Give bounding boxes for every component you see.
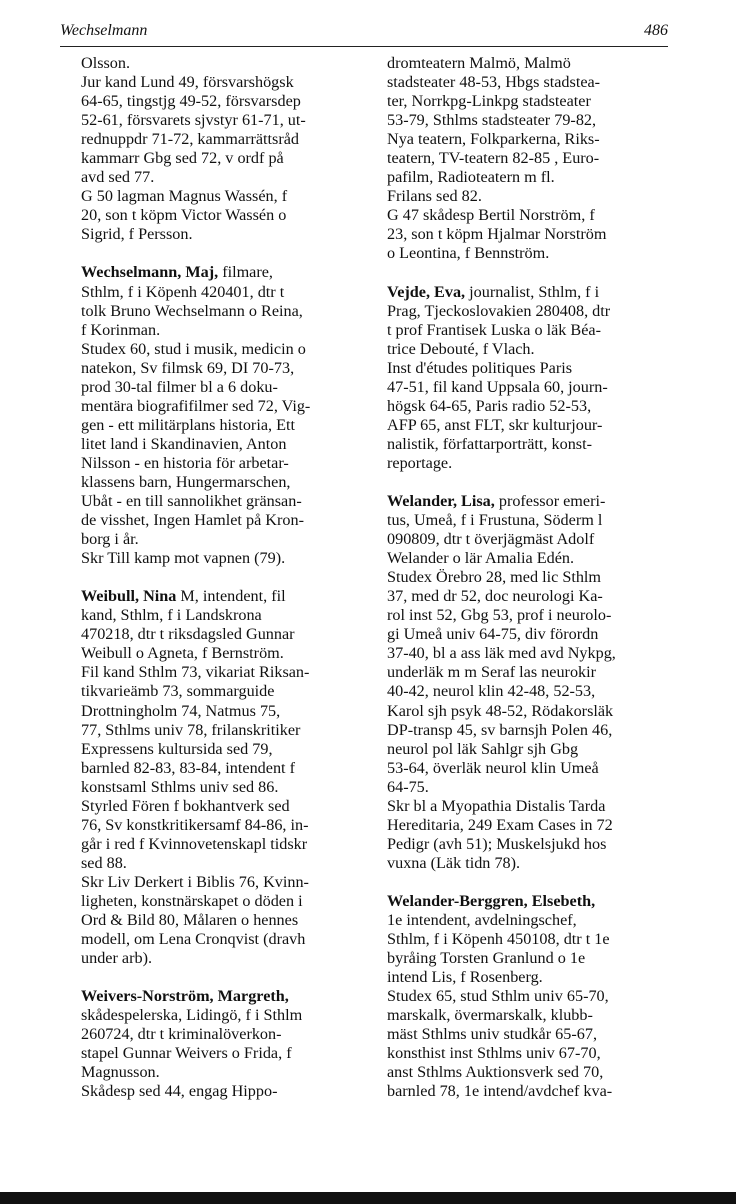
entry-text-line: trice Debouté, f Vlach.: [387, 339, 535, 358]
entry-text-line: 53-79, Sthlms stadsteater 79-82,: [387, 111, 597, 130]
entry-text-line: tus, Umeå, f i Frustuna, Söderm l: [387, 511, 603, 530]
entry-text-line: Styrled Fören f bokhantverk sed: [81, 796, 290, 815]
entry-heading-rest: professor emeri-: [494, 491, 606, 510]
entry-text-line: 64-65, tingstjg 49-52, försvarsdep: [81, 92, 301, 111]
entry-text-line: konstsaml Sthlms univ sed 86.: [81, 777, 279, 796]
entry-text-line: 47-51, fil kand Uppsala 60, journ-: [387, 377, 608, 396]
entry-text-line: högsk 64-65, Paris radio 52-53,: [387, 396, 592, 415]
entry-text-line: 52-61, försvarets sjvstyr 61-71, ut-: [81, 111, 306, 130]
entry-text-line: Skr bl a Myopathia Distalis Tarda: [387, 796, 606, 815]
entry-name: Weivers-Norström, Margreth,: [81, 987, 289, 1006]
entry-text-line: går i red f Kvinnovetenskapl tidskr: [81, 834, 308, 853]
entry-text-line: 37-40, bl a ass läk med avd Nykpg,: [387, 644, 616, 663]
entry-text-line: prod 30-tal filmer bl a 6 doku-: [81, 377, 278, 396]
page-number: 486: [644, 22, 668, 39]
entry-text-line: Sigrid, f Persson.: [81, 225, 193, 244]
entry-name: Welander, Lisa,: [387, 491, 495, 510]
entry-text-line: DP-transp 45, sv barnsjh Polen 46,: [387, 720, 613, 739]
entry-text-line: Sthlm, f i Köpenh 450108, dtr t 1e: [387, 930, 610, 949]
entry-text-line: byråing Torsten Granlund o 1e: [387, 949, 586, 968]
entry-text-line: 77, Sthlms univ 78, frilanskritiker: [81, 720, 301, 739]
entry: [387, 892, 677, 1102]
entry-text-line: Nya teatern, Folkparkerna, Riks-: [387, 130, 600, 149]
entry-text-line: borg i år.: [81, 530, 139, 549]
entry-heading-line: [387, 492, 677, 511]
entry-text-line: Pedigr (avh 51); Muskelsjukd hos: [387, 834, 607, 853]
entry-text-line: f Korinman.: [81, 320, 161, 339]
entry-text-line: Prag, Tjeckoslovakien 280408, dtr: [387, 301, 611, 320]
entry-text-line: kand, Sthlm, f i Landskrona: [81, 606, 262, 625]
entry-text-line: marskalk, övermarskalk, klubb-: [387, 1006, 593, 1025]
entry-text-line: Jur kand Lund 49, försvarshögsk: [81, 73, 294, 92]
entry-text-line: ter, Norrkpg-Linkpg stadsteater: [387, 92, 591, 111]
entry-text-line: barnled 82-83, 83-84, intendent f: [81, 758, 295, 777]
entry-text-line: tolk Bruno Wechselmann o Reina,: [81, 301, 303, 320]
entry-heading-rest: M, intendent, fil: [176, 587, 286, 606]
entry-text-line: Inst d'études politiques Paris: [387, 358, 573, 377]
left-column: [81, 54, 371, 1120]
entry-text-line: mentära biografifilmer sed 72, Vig-: [81, 396, 311, 415]
entry-text-line: Karol sjh psyk 48-52, Rödakorsläk: [387, 701, 614, 720]
entry: [387, 283, 677, 473]
entry-text-line: mäst Sthlms univ studkår 65-67,: [387, 1025, 597, 1044]
entry-text-line: Skr Liv Derkert i Biblis 76, Kvinn-: [81, 872, 309, 891]
entry-text-line: G 50 lagman Magnus Wassén, f: [81, 187, 288, 206]
entry-heading-line: [387, 283, 677, 302]
page-header: [60, 22, 668, 47]
entry-text-line: Ubåt - en till sannolikhet gränsan-: [81, 492, 302, 511]
entry-text-line: klassens barn, Hungermarschen,: [81, 472, 291, 491]
entry-text-line: 76, Sv konstkritikersamf 84-86, in-: [81, 815, 309, 834]
entry-name: Weibull, Nina: [81, 587, 177, 606]
entry-text-line: Sthlm, f i Köpenh 420401, dtr t: [81, 282, 285, 301]
entry-name: Wechselmann, Maj,: [81, 263, 219, 282]
entry-text-line: o Leontina, f Bennström.: [387, 244, 550, 263]
entry-text-line: 23, son t köpm Hjalmar Norström: [387, 225, 607, 244]
entry-text-line: Hereditaria, 249 Exam Cases in 72: [387, 815, 613, 834]
entry-text-line: barnled 78, 1e intend/avdchef kva-: [387, 1082, 613, 1101]
entry-text-line: under arb).: [81, 949, 153, 968]
entry-text-line: avd sed 77.: [81, 168, 155, 187]
entry-text-line: nalistik, författarporträtt, konst-: [387, 434, 592, 453]
entry-text-line: intend Lis, f Rosenberg.: [387, 968, 543, 987]
entry-name: Vejde, Eva,: [387, 282, 466, 301]
entry-text-line: gi Umeå univ 64-75, div förordn: [387, 625, 599, 644]
entry-text-line: 1e intendent, avdelningschef,: [387, 910, 577, 929]
entry-text-line: Skådesp sed 44, engag Hippo-: [81, 1082, 278, 1101]
entry-text-line: Weibull o Agneta, f Bernström.: [81, 644, 284, 663]
entry-text-line: underläk m m Seraf las neurokir: [387, 663, 597, 682]
entry-text-line: Fil kand Sthlm 73, vikariat Riksan-: [81, 663, 310, 682]
entry-text-line: sed 88.: [81, 853, 127, 872]
entry-text-line: 20, son t köpm Victor Wassén o: [81, 206, 287, 225]
entry-text-line: litet land i Skandinavien, Anton: [81, 434, 287, 453]
entry-text-line: Expressens kultursida sed 79,: [81, 739, 273, 758]
entry: [387, 54, 677, 264]
entry-text-line: Drottningholm 74, Natmus 75,: [81, 701, 281, 720]
entry-text-line: neurol pol läk Sahlgr sjh Gbg: [387, 739, 579, 758]
entry-text-line: Nilsson - en historia för arbetar-: [81, 453, 289, 472]
entry-text-line: 260724, dtr t kriminalöverkon-: [81, 1025, 282, 1044]
entry-text-line: Studex 60, stud i musik, medicin o: [81, 339, 306, 358]
entry-text-line: rednuppdr 71-72, kammarrättsråd: [81, 130, 300, 149]
entry-text-line: Olsson.: [81, 54, 131, 72]
entry-text-line: kammarr Gbg sed 72, v ordf på: [81, 149, 284, 168]
entry-text-line: Studex 65, stud Sthlm univ 65-70,: [387, 987, 609, 1006]
entry-text-line: 53-64, överläk neurol klin Umeå: [387, 758, 599, 777]
entry: [81, 54, 371, 244]
entry-text-line: gen - ett militärplans historia, Ett: [81, 415, 295, 434]
entry: [81, 587, 371, 968]
entry-heading-rest: journalist, Sthlm, f i: [465, 282, 600, 301]
entry: [387, 492, 677, 873]
entry-name: Welander-Berggren, Elsebeth,: [387, 891, 596, 910]
entry-text-line: t prof Frantisek Luska o läk Béa-: [387, 320, 601, 339]
entry-text-line: skådespelerska, Lidingö, f i Sthlm: [81, 1006, 303, 1025]
entry: [81, 263, 371, 568]
entry-text-line: Welander o lär Amalia Edén.: [387, 549, 575, 568]
entry-text-line: stadsteater 48-53, Hbgs stadstea-: [387, 73, 601, 92]
entry-text-line: anst Sthlms Auktionsverk sed 70,: [387, 1063, 604, 1082]
entry-heading-line: [81, 263, 371, 282]
running-head: Wechselmann: [60, 22, 148, 39]
entry-text-line: 37, med dr 52, doc neurologi Ka-: [387, 587, 603, 606]
entry-text-line: konsthist inst Sthlms univ 67-70,: [387, 1044, 601, 1063]
entry-text-line: teatern, TV-teatern 82-85 , Euro-: [387, 149, 600, 168]
entry-text-line: tikvarieämb 73, sommarguide: [81, 682, 275, 701]
entry-text-line: de visshet, Ingen Hamlet på Kron-: [81, 511, 304, 530]
entry-text-line: natekon, Sv filmsk 69, DI 70-73,: [81, 358, 295, 377]
entry-text-line: Studex Örebro 28, med lic Sthlm: [387, 568, 602, 587]
right-column: [387, 54, 677, 1120]
entry-text-line: ligheten, konstnärskapet o döden i: [81, 891, 303, 910]
entry-text-line: vuxna (Läk tidn 78).: [387, 853, 521, 872]
entry-heading-line: [387, 892, 677, 911]
entry-text-line: reportage.: [387, 453, 453, 472]
entry-text-line: G 47 skådesp Bertil Norström, f: [387, 206, 595, 225]
entry-heading-line: [81, 987, 371, 1006]
entry-text-line: stapel Gunnar Weivers o Frida, f: [81, 1044, 292, 1063]
entry-text-line: Frilans sed 82.: [387, 187, 482, 206]
entry-text-line: rol inst 52, Gbg 53, prof i neurolo-: [387, 606, 612, 625]
entry-text-line: 090809, dtr t överjägmäst Adolf: [387, 530, 595, 549]
entry-text-line: Ord & Bild 80, Målaren o hennes: [81, 911, 299, 930]
entry-text-line: modell, om Lena Cronqvist (dravh: [81, 930, 306, 949]
entry-text-line: 64-75.: [387, 777, 429, 796]
entry-heading-line: [81, 587, 371, 606]
entry-heading-rest: filmare,: [218, 263, 273, 282]
entry-text-line: dromteatern Malmö, Malmö: [387, 54, 571, 72]
entry-text-line: 470218, dtr t riksdagsled Gunnar: [81, 625, 295, 644]
entry-text-line: Skr Till kamp mot vapnen (79).: [81, 549, 286, 568]
bottom-border: [0, 1192, 736, 1204]
entry-text-line: AFP 65, anst FLT, skr kulturjour-: [387, 415, 603, 434]
entry-text-line: 40-42, neurol klin 42-48, 52-53,: [387, 682, 596, 701]
entry: [81, 987, 371, 1101]
entry-text-line: Magnusson.: [81, 1063, 160, 1082]
entry-text-line: pafilm, Radioteatern m fl.: [387, 168, 555, 187]
